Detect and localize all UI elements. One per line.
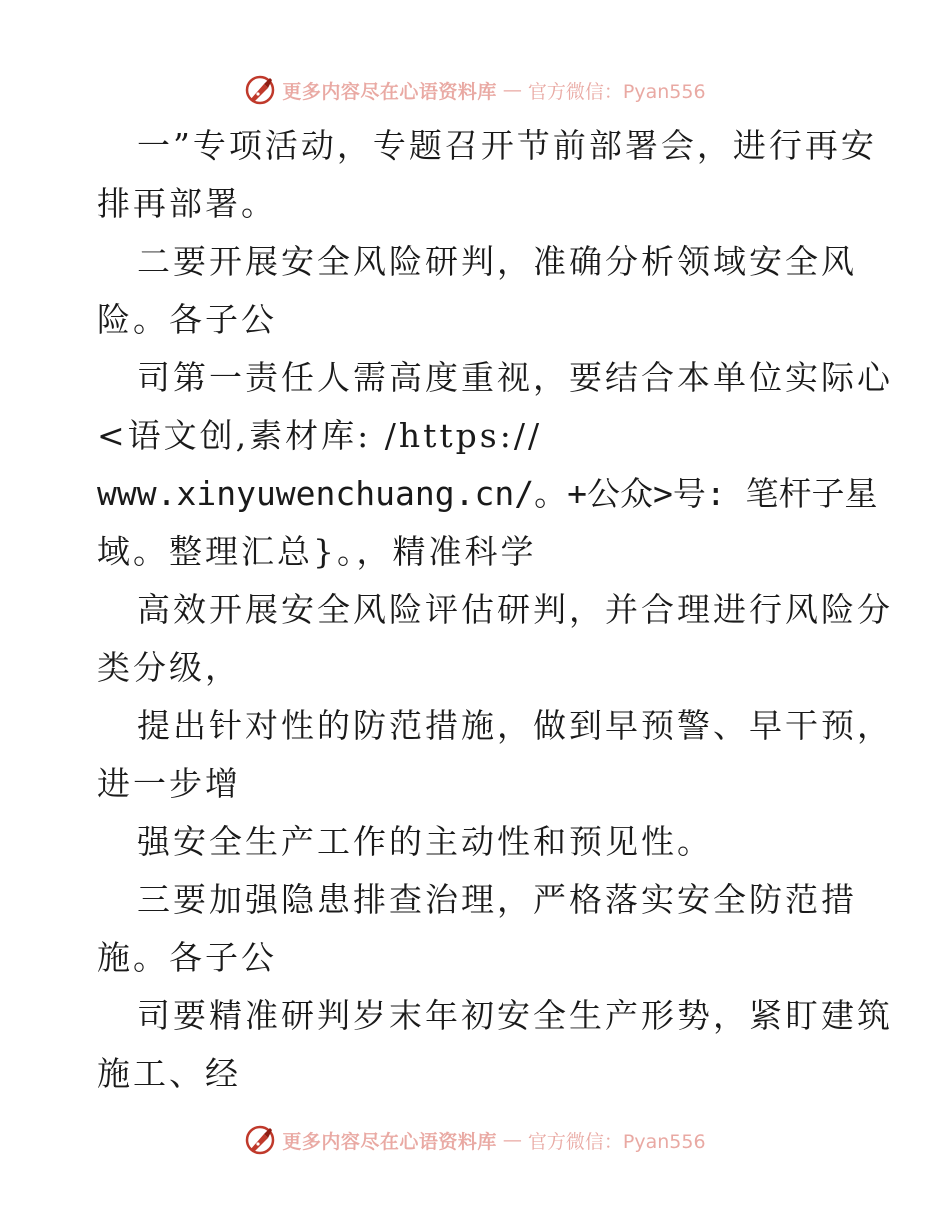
text-line: 司要精准研判岁末年初安全生产形势，紧盯建筑 — [137, 996, 893, 1035]
text-line: 险。各子公 — [97, 300, 277, 339]
text-line: 三要加强隐患排查治理，严格落实安全防范措 — [137, 880, 857, 919]
text-line: <语文创,素材库: /https:// — [97, 416, 543, 455]
footer-watermark-banner — [0, 1120, 950, 1160]
text-line: 提出针对性的防范措施，做到早预警、早干预， — [137, 706, 893, 745]
text-line: 排再部署。 — [97, 184, 277, 223]
text-line: 高效开展安全风险评估研判，并合理进行风险分 — [137, 590, 893, 629]
text-line: 域。整理汇总}。，精准科学 — [97, 532, 537, 571]
text-line: 进一步增 — [97, 764, 241, 803]
text-line: 施。各子公 — [97, 938, 277, 977]
text-line: www.xinyuwenchuang.cn/。+公众>号: 笔杆子星 — [97, 474, 878, 513]
watermark-contact: 官方微信：Pyan556 — [527, 1130, 706, 1153]
document-body — [97, 117, 893, 1103]
watermark-title: 更多内容尽在心语资料库 — [282, 80, 497, 103]
watermark-separator: — — [502, 79, 522, 101]
watermark-separator: — — [502, 1129, 522, 1151]
header-watermark-banner — [0, 70, 950, 110]
text-line: 司第一责任人需高度重视，要结合本单位实际心 — [137, 358, 893, 397]
watermark-title: 更多内容尽在心语资料库 — [282, 1130, 497, 1153]
text-line: 类分级， — [97, 648, 241, 687]
text-line: 一”专项活动，专题召开节前部署会，进行再安 — [137, 126, 877, 165]
pen-nib-logo-icon — [244, 1124, 276, 1156]
pen-nib-logo-icon — [244, 74, 276, 106]
watermark-contact: 官方微信：Pyan556 — [527, 80, 706, 103]
text-line: 二要开展安全风险研判，准确分析领域安全风 — [137, 242, 857, 281]
text-line: 强安全生产工作的主动性和预见性。 — [137, 822, 713, 861]
text-line: 施工、经 — [97, 1054, 241, 1093]
